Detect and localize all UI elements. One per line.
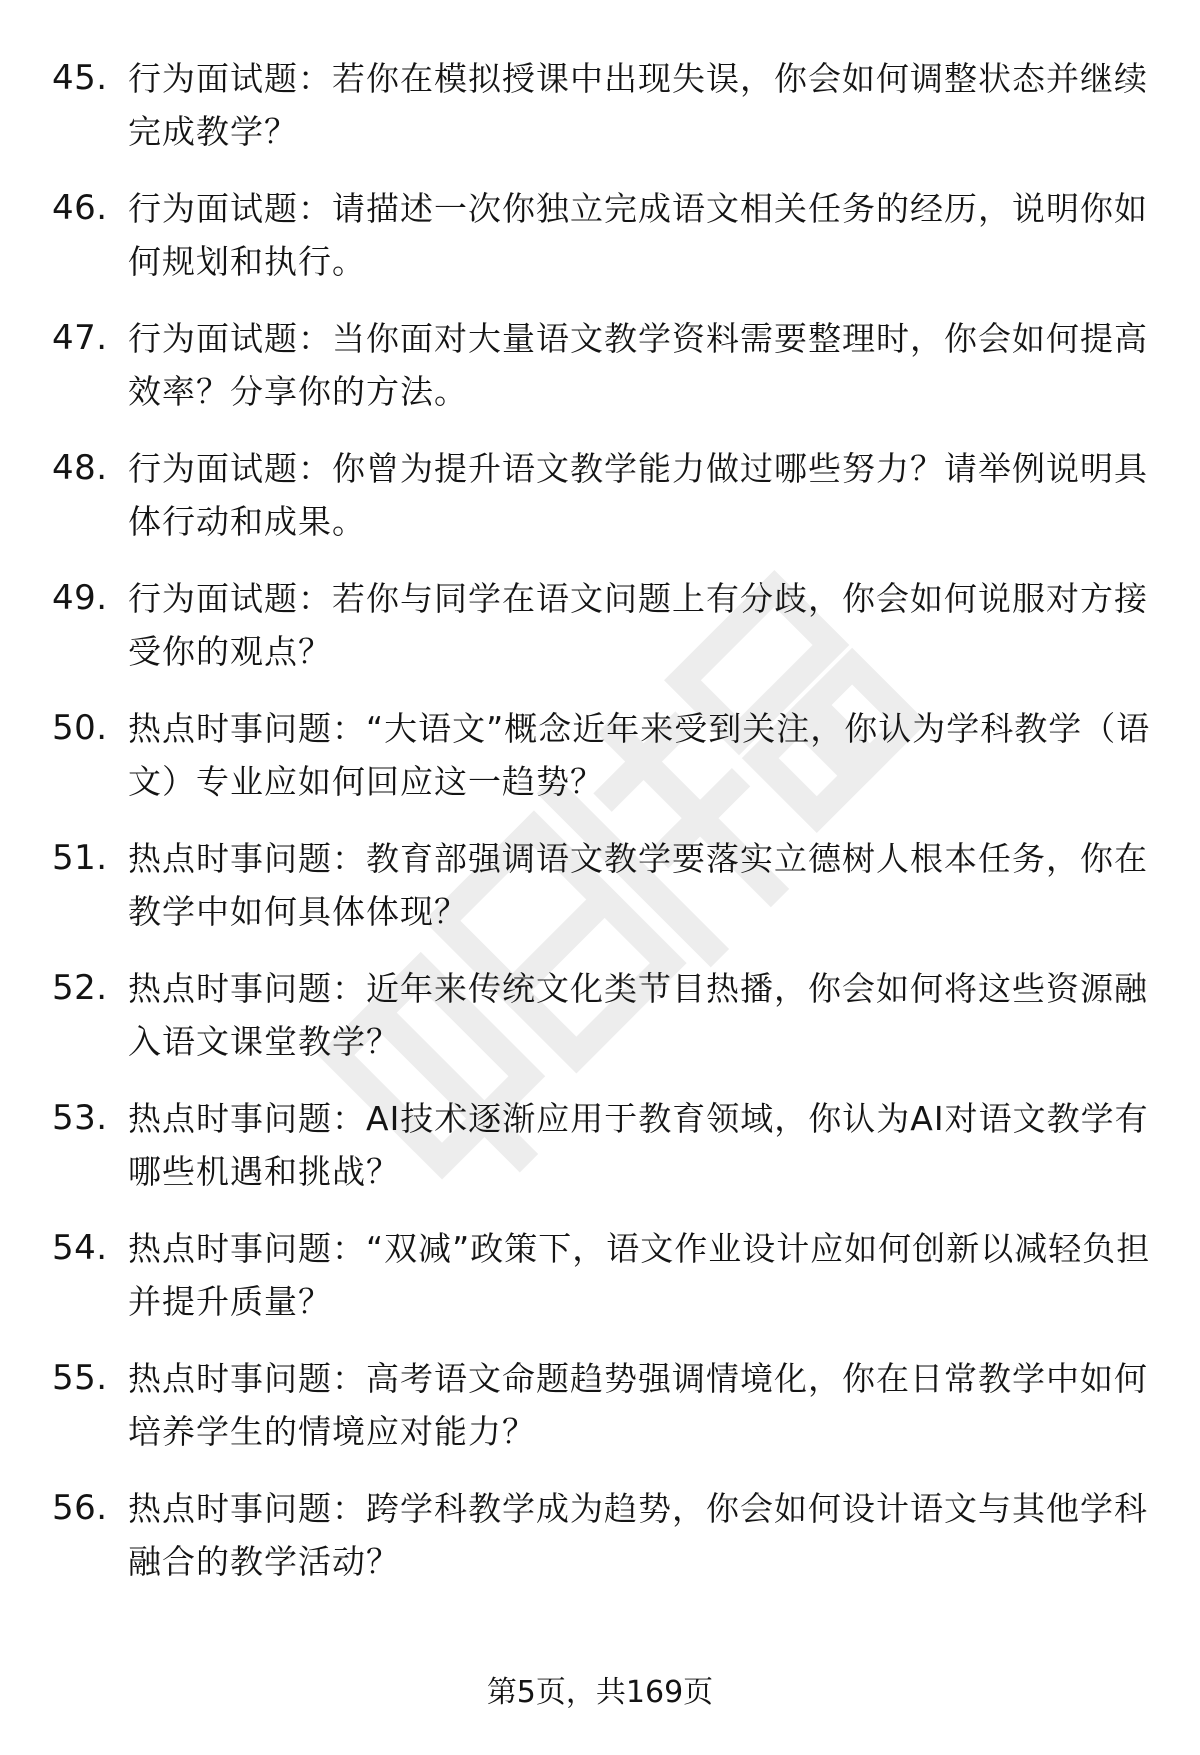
question-text: 行为面试题：若你与同学在语文问题上有分歧，你会如何说服对方接受你的观点？ [128,579,1148,671]
question-text: 行为面试题：请描述一次你独立完成语文相关任务的经历，说明你如何规划和执行。 [128,189,1148,281]
question-item [52,962,1152,1092]
question-item [52,1352,1152,1482]
question-number: 54. [52,1228,108,1268]
question-item [52,702,1152,832]
question-text: 热点时事问题：AI技术逐渐应用于教育领域，你认为AI对语文教学有哪些机遇和挑战？ [128,1099,1149,1191]
question-number: 46. [52,188,108,228]
question-number: 53. [52,1098,108,1138]
question-text: 热点时事问题：近年来传统文化类节目热播，你会如何将这些资源融入语文课堂教学？ [128,969,1148,1061]
question-number: 52. [52,968,108,1008]
question-number: 47. [52,318,108,358]
page-footer [0,1673,1200,1713]
question-text: 行为面试题：若你在模拟授课中出现失误，你会如何调整状态并继续完成教学？ [128,59,1148,151]
question-number: 49. [52,578,108,618]
question-text: 热点时事问题：跨学科教学成为趋势，你会如何设计语文与其他学科融合的教学活动？ [128,1489,1148,1581]
question-text: 热点时事问题：“大语文”概念近年来受到关注，你认为学科教学（语文）专业应如何回应这一趋势？ [128,709,1151,801]
question-item [52,52,1152,182]
question-item [52,572,1152,702]
question-text: 热点时事问题：“双减”政策下，语文作业设计应如何创新以减轻负担并提升质量？ [128,1229,1151,1321]
question-text: 行为面试题：当你面对大量语文教学资料需要整理时，你会如何提高效率？分享你的方法。 [128,319,1148,411]
question-item [52,312,1152,442]
question-item [52,1092,1152,1222]
question-text: 热点时事问题：高考语文命题趋势强调情境化，你在日常教学中如何培养学生的情境应对能力？ [128,1359,1148,1451]
question-number: 55. [52,1358,108,1398]
question-text: 热点时事问题：教育部强调语文教学要落实立德树人根本任务，你在教学中如何具体体现？ [128,839,1148,931]
question-number: 48. [52,448,108,488]
question-number: 50. [52,708,108,748]
page-number-label: 第5页，共169页 [486,1675,714,1710]
question-item [52,1222,1152,1352]
question-item [52,182,1152,312]
question-list [52,52,1152,1612]
question-item [52,832,1152,962]
question-number: 45. [52,58,108,98]
question-item [52,1482,1152,1612]
question-item [52,442,1152,572]
question-number: 56. [52,1488,108,1528]
question-text: 行为面试题：你曾为提升语文教学能力做过哪些努力？请举例说明具体行动和成果。 [128,449,1148,541]
question-number: 51. [52,838,108,878]
